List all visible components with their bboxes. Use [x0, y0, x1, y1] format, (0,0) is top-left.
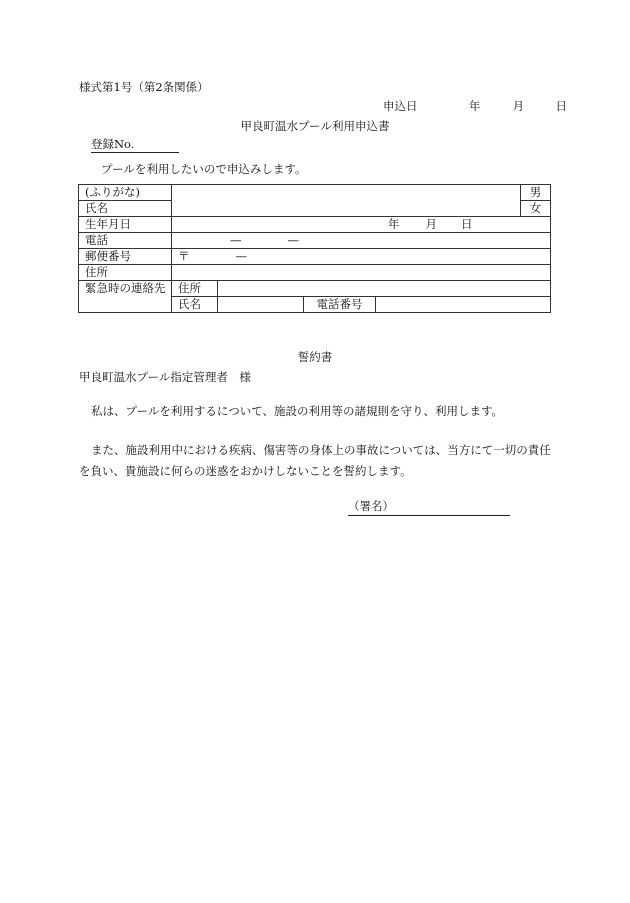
oath-paragraph-1: 私は、プールを利用するについて、施設の利用等の諸規則を守り、利用します。: [91, 404, 504, 418]
birth-month-label: 月: [425, 216, 437, 231]
birth-day-label: 日: [461, 216, 473, 231]
emergency-address-label: 住所: [172, 281, 218, 297]
postal-mark: 〒: [178, 248, 190, 263]
phone-separator-1: —: [230, 232, 242, 247]
postal-separator: —: [235, 248, 247, 263]
application-year-label: 年: [468, 99, 481, 113]
sex-female-option[interactable]: 女: [521, 201, 551, 217]
emergency-name-label: 氏名: [172, 297, 218, 313]
postal-code-label: 郵便番号: [79, 249, 172, 265]
table-row: [79, 185, 551, 201]
application-month-label: 月: [512, 99, 525, 113]
phone-label: 電話: [79, 233, 172, 249]
table-row: [79, 233, 551, 249]
emergency-phone-input-cell[interactable]: [376, 297, 551, 313]
furigana-label: (ふりがな): [79, 185, 172, 201]
application-form-table: [78, 184, 551, 313]
table-row: [79, 249, 551, 265]
name-label: 氏名: [79, 201, 172, 217]
application-date-row: [383, 101, 567, 113]
postal-code-input-cell[interactable]: [172, 249, 551, 265]
table-row: [79, 281, 551, 297]
table-row: [79, 265, 551, 281]
emergency-name-input-cell[interactable]: [218, 297, 304, 313]
birth-year-label: 年: [388, 216, 400, 231]
application-date-label: 申込日: [383, 99, 418, 113]
signature-field[interactable]: （署名）: [348, 501, 510, 516]
form-title: 甲良町温水プール利用申込書: [240, 119, 390, 133]
application-day-label: 日: [555, 99, 567, 113]
oath-title: 誓約書: [297, 350, 333, 364]
table-row: [79, 217, 551, 233]
oath-addressee: 甲良町温水プール指定管理者 様: [79, 370, 251, 384]
sex-male-option[interactable]: 男: [521, 185, 551, 201]
birthdate-label: 生年月日: [79, 217, 172, 233]
emergency-address-input-cell[interactable]: [218, 281, 551, 297]
emergency-phone-label: 電話番号: [304, 297, 376, 313]
birthdate-input-cell[interactable]: [172, 217, 551, 233]
address-label: 住所: [79, 265, 172, 281]
name-input-cell[interactable]: [172, 185, 521, 217]
registration-number-field: 登録No.: [91, 139, 179, 153]
oath-paragraph-2: また、施設利用中における疾病、傷害等の身体上の事故については、当方にて一切の責任を負い、貴施設に何らの迷惑をおかけしないことを誓約します。: [79, 443, 551, 478]
phone-input-cell[interactable]: [172, 233, 551, 249]
phone-separator-2: —: [287, 232, 299, 247]
intro-text: プールを利用したいので申込みします。: [101, 162, 307, 176]
form-number-label: 様式第1号（第2条関係）: [79, 80, 209, 94]
emergency-contact-label: 緊急時の連絡先: [79, 281, 172, 313]
address-input-cell[interactable]: [172, 265, 551, 281]
